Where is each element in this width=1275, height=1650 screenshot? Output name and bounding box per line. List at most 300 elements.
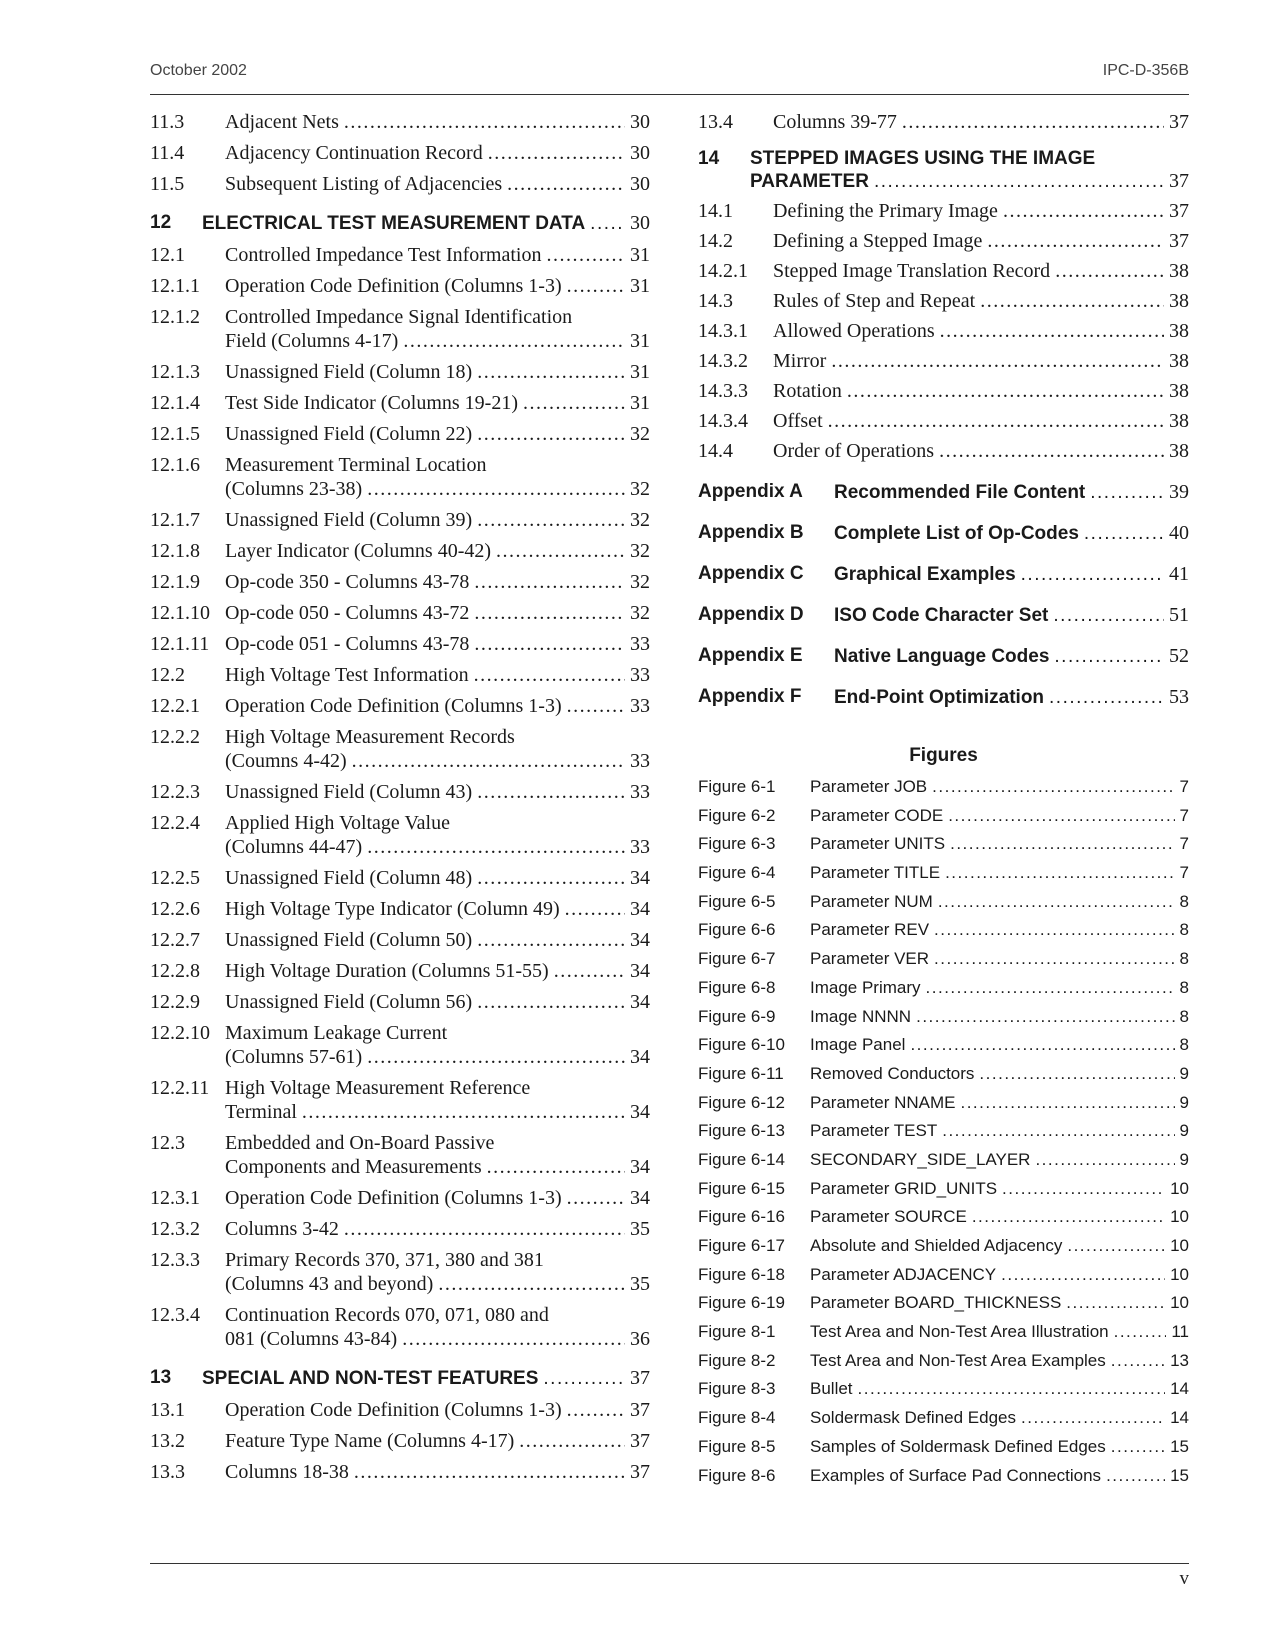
toc-entry-title (225, 866, 650, 890)
toc-page-number: 8 (1179, 977, 1189, 997)
figure-title-text: Parameter CODE (810, 805, 944, 825)
toc-entry[interactable] (150, 243, 650, 267)
toc-page-number: 31 (630, 244, 650, 266)
toc-page-number: 30 (630, 212, 650, 234)
toc-entry-title-line: PARAMETER (750, 171, 869, 192)
toc-entry[interactable] (150, 928, 650, 952)
toc-entry-title-line: Unassigned Field (Column 48) (225, 867, 473, 889)
toc-entry-number: 13.4 (698, 111, 733, 133)
toc-leader-line (225, 1100, 650, 1124)
toc-leader-line (225, 749, 650, 773)
figure-entry[interactable] (698, 1322, 1189, 1342)
dot-leader (567, 694, 625, 718)
figure-title (810, 1093, 1189, 1113)
toc-entry-title (225, 422, 650, 446)
toc-entry-title-line: SPECIAL AND NON-TEST FEATURES (202, 1368, 539, 1389)
toc-entry-number: 12.1.1 (150, 275, 200, 297)
toc-entry-title-line: Embedded and On-Board Passive (225, 1132, 495, 1154)
figure-title-text: Image NNNN (810, 1006, 912, 1026)
toc-entry-number: 12.2.11 (150, 1077, 210, 1099)
toc-entry[interactable] (150, 172, 650, 196)
figure-title (810, 1150, 1189, 1170)
toc-page-number: 33 (630, 695, 650, 717)
toc-page-number: 51 (1169, 604, 1189, 626)
toc-page-number: 33 (630, 664, 650, 686)
figure-title (810, 1007, 1189, 1027)
toc-entry[interactable] (698, 379, 1189, 403)
appendix-title (834, 563, 1189, 586)
toc-leader-line (810, 1007, 1189, 1027)
appendix-title (834, 604, 1189, 627)
dot-leader (987, 229, 1164, 253)
figure-entry[interactable] (698, 1236, 1189, 1256)
toc-page-number: 30 (630, 173, 650, 195)
appendix-entry[interactable] (698, 604, 1189, 627)
toc-entry[interactable] (150, 453, 650, 501)
toc-leader-line (225, 274, 650, 298)
figure-entry[interactable] (698, 1293, 1189, 1313)
figure-title-text: Examples of Surface Pad Connections (810, 1465, 1102, 1485)
dot-leader (945, 863, 1174, 883)
dot-leader (932, 777, 1174, 797)
figure-entry[interactable] (698, 1466, 1189, 1486)
dot-leader (367, 835, 625, 859)
dot-leader (902, 110, 1164, 134)
appendix-entry[interactable] (698, 645, 1189, 668)
toc-entry[interactable] (150, 570, 650, 594)
appendix-title (834, 645, 1189, 668)
figure-number: Figure 6-1 (698, 777, 776, 796)
toc-section-heading[interactable] (698, 148, 1189, 193)
figure-entry[interactable] (698, 1093, 1189, 1113)
toc-entry-title (225, 243, 650, 267)
toc-entry[interactable] (698, 199, 1189, 223)
dot-leader (367, 477, 625, 501)
toc-entry-title-line: Operation Code Definition (Columns 1-3) (225, 695, 562, 717)
figure-entry[interactable] (698, 978, 1189, 998)
toc-entry-title-line: (Coumns 4-42) (225, 750, 347, 772)
toc-entry[interactable] (150, 990, 650, 1014)
toc-entry-title-line: Operation Code Definition (Columns 1-3) (225, 1187, 562, 1209)
toc-entry-title-line: Columns 39-77 (773, 111, 897, 133)
toc-entry[interactable] (150, 866, 650, 890)
toc-entry-title (225, 305, 650, 353)
figure-entry[interactable] (698, 863, 1189, 883)
toc-entry[interactable] (150, 725, 650, 773)
toc-entry-title (773, 289, 1189, 313)
toc-page-number: 36 (630, 1328, 650, 1350)
figure-entry[interactable] (698, 1379, 1189, 1399)
dot-leader (565, 897, 625, 921)
toc-entry-title-line: Order of Operations (773, 440, 935, 462)
figure-title (810, 1265, 1189, 1285)
toc-entry-title-line: High Voltage Type Indicator (Column 49) (225, 898, 560, 920)
toc-entry[interactable] (150, 694, 650, 718)
toc-entry-title-line: Maximum Leakage Current (225, 1022, 448, 1044)
toc-page-number: 9 (1179, 1063, 1189, 1083)
dot-leader (523, 391, 625, 415)
figure-title-text: Parameter NNAME (810, 1092, 956, 1112)
dot-leader (344, 110, 625, 134)
toc-entry[interactable] (150, 1217, 650, 1241)
toc-leader-line (225, 1429, 650, 1453)
toc-entry[interactable] (150, 1131, 650, 1179)
figure-number: Figure 6-16 (698, 1207, 785, 1227)
dot-leader (543, 1368, 625, 1390)
toc-entry-title (225, 601, 650, 625)
toc-page-number: 37 (630, 1430, 650, 1452)
toc-entry-title (750, 148, 1189, 193)
toc-page-number: 35 (630, 1273, 650, 1295)
dot-leader (352, 749, 625, 773)
toc-entry[interactable] (150, 1021, 650, 1069)
figure-number: Figure 8-2 (698, 1350, 776, 1370)
toc-entry-title (773, 439, 1189, 463)
dot-leader (474, 601, 625, 625)
toc-entry[interactable] (150, 1398, 650, 1422)
figure-entry[interactable] (698, 1150, 1189, 1170)
toc-entry[interactable] (150, 959, 650, 983)
toc-page-number: 9 (1179, 1092, 1189, 1112)
toc-leader-line (202, 1367, 650, 1390)
toc-entry[interactable] (698, 229, 1189, 253)
toc-page-number: 31 (630, 330, 650, 352)
figure-title-text: Parameter VER (810, 949, 930, 969)
toc-entry[interactable] (150, 305, 650, 353)
toc-leader-line (773, 110, 1189, 134)
appendix-label: Appendix F (698, 686, 802, 707)
toc-page-number: 14 (1170, 1408, 1189, 1428)
toc-leader-line (773, 289, 1189, 313)
figure-entry[interactable] (698, 777, 1189, 797)
toc-entry[interactable] (150, 1429, 650, 1453)
toc-leader-line (773, 349, 1189, 373)
toc-entry-title (225, 1248, 650, 1296)
appendix-title-text: Complete List of Op-Codes (834, 523, 1079, 544)
toc-entry-number: 12.1.10 (150, 602, 210, 624)
figure-number: Figure 8-4 (698, 1408, 776, 1428)
toc-entry[interactable] (150, 110, 650, 134)
toc-entry[interactable] (150, 141, 650, 165)
toc-leader-line (834, 563, 1189, 586)
dot-leader (477, 928, 625, 952)
toc-page-number: 8 (1179, 1006, 1189, 1026)
toc-leader-line (810, 1351, 1189, 1371)
toc-entry[interactable] (150, 274, 650, 298)
toc-leader-line (225, 391, 650, 415)
toc-entry[interactable] (698, 349, 1189, 373)
toc-page-number: 33 (630, 836, 650, 858)
toc-entry-number: 12.2.3 (150, 781, 200, 803)
toc-entry-title (225, 508, 650, 532)
running-header-date: October 2002 (150, 62, 247, 79)
toc-leader-line (225, 663, 650, 687)
toc-page-number: 30 (630, 111, 650, 133)
toc-entry[interactable] (698, 259, 1189, 283)
toc-leader-line (773, 259, 1189, 283)
figure-title (810, 1379, 1189, 1399)
figure-entry[interactable] (698, 834, 1189, 854)
figure-title (810, 1322, 1189, 1342)
dot-leader (939, 439, 1164, 463)
toc-page-number: 8 (1179, 920, 1189, 940)
toc-leader-line (225, 959, 650, 983)
toc-leader-line (225, 110, 650, 134)
toc-leader-line (773, 229, 1189, 253)
figure-title (810, 978, 1189, 998)
toc-page-number: 10 (1170, 1264, 1189, 1284)
toc-leader-line (810, 1179, 1189, 1199)
figure-entry[interactable] (698, 1035, 1189, 1055)
appendix-entry[interactable] (698, 686, 1189, 709)
toc-page-number: 32 (630, 571, 650, 593)
toc-entry-title-line: Primary Records 370, 371, 380 and 381 (225, 1249, 544, 1271)
toc-leader-line (225, 897, 650, 921)
toc-entry[interactable] (698, 319, 1189, 343)
figure-entry[interactable] (698, 1179, 1189, 1199)
figure-title-text: Parameter TITLE (810, 863, 941, 883)
toc-entry[interactable] (150, 663, 650, 687)
figure-title (810, 1064, 1189, 1084)
toc-entry-title-line: Controlled Impedance Signal Identification (225, 306, 573, 328)
dot-leader (474, 570, 625, 594)
toc-page-number: 38 (1169, 410, 1189, 432)
toc-page-number: 33 (630, 781, 650, 803)
toc-entry-number: 11.4 (150, 142, 185, 164)
toc-page-number: 8 (1179, 949, 1189, 969)
toc-entry-title-line: (Columns 43 and beyond) (225, 1273, 434, 1295)
toc-entry[interactable] (150, 508, 650, 532)
toc-entry-title (225, 539, 650, 563)
toc-page-number: 9 (1179, 1149, 1189, 1169)
dot-leader (477, 422, 625, 446)
dot-leader (938, 892, 1175, 912)
figure-number: Figure 6-8 (698, 977, 776, 997)
toc-entry[interactable] (150, 1076, 650, 1124)
dot-leader (1067, 1236, 1165, 1256)
toc-page-number: 34 (630, 1156, 650, 1178)
toc-entry-title-line: Layer Indicator (Columns 40-42) (225, 540, 492, 562)
dot-leader (828, 409, 1164, 433)
toc-entry-title-line: Unassigned Field (Column 56) (225, 991, 473, 1013)
figure-entry[interactable] (698, 1408, 1189, 1428)
toc-page-number: 39 (1169, 481, 1189, 503)
dot-leader (477, 360, 625, 384)
toc-entry[interactable] (150, 780, 650, 804)
toc-leader-line (225, 1217, 650, 1241)
dot-leader (567, 1186, 625, 1210)
toc-page-number: 7 (1179, 834, 1189, 854)
toc-page-number: 52 (1169, 645, 1189, 667)
toc-leader-line (773, 199, 1189, 223)
figure-entry[interactable] (698, 1351, 1189, 1371)
toc-leader-line (810, 1150, 1189, 1170)
toc-entry[interactable] (150, 422, 650, 446)
toc-entry-title (773, 349, 1189, 373)
figure-entry[interactable] (698, 1007, 1189, 1027)
appendix-title-text: ISO Code Character Set (834, 605, 1049, 626)
figure-entry[interactable] (698, 1265, 1189, 1285)
toc-entry[interactable] (150, 1460, 650, 1484)
toc-entry[interactable] (150, 1303, 650, 1351)
toc-entry[interactable] (698, 289, 1189, 313)
toc-entry-title-line: High Voltage Test Information (225, 664, 469, 686)
toc-entry-number: 14.2.1 (698, 260, 748, 282)
toc-entry[interactable] (150, 539, 650, 563)
figure-entry[interactable] (698, 892, 1189, 912)
toc-entry-title-line: Components and Measurements (225, 1156, 482, 1178)
toc-entry-number: 12.3.1 (150, 1187, 200, 1209)
figure-title (810, 949, 1189, 969)
figure-entry[interactable] (698, 1064, 1189, 1084)
toc-entry-number: 12.3.2 (150, 1218, 200, 1240)
figure-entry[interactable] (698, 920, 1189, 940)
toc-entry-number: 12.2.4 (150, 812, 200, 834)
dot-leader (496, 539, 625, 563)
figure-title (810, 1466, 1189, 1486)
appendix-entry[interactable] (698, 563, 1189, 586)
appendix-entry[interactable] (698, 522, 1189, 545)
toc-entry[interactable] (150, 632, 650, 656)
toc-entry-number: 11.5 (150, 173, 185, 195)
toc-page-number: 34 (630, 960, 650, 982)
toc-leader-line (225, 172, 650, 196)
dot-leader (1002, 1179, 1165, 1199)
toc-entry-title-line: Op-code 050 - Columns 43-72 (225, 602, 470, 624)
toc-entry-title (225, 1398, 650, 1422)
toc-leader-line (810, 920, 1189, 940)
toc-entry-title-line: Unassigned Field (Column 50) (225, 929, 473, 951)
appendix-label: Appendix C (698, 563, 804, 584)
toc-entry-number: 13.1 (150, 1399, 185, 1421)
toc-page-number: 35 (630, 1218, 650, 1240)
toc-page-number: 8 (1179, 891, 1189, 911)
figure-entry[interactable] (698, 949, 1189, 969)
toc-page-number: 32 (630, 478, 650, 500)
toc-entry-number: 12.1 (150, 244, 185, 266)
toc-entry[interactable] (150, 1248, 650, 1296)
toc-entry-title-line: Unassigned Field (Column 43) (225, 781, 473, 803)
dot-leader (487, 1155, 625, 1179)
figure-entry[interactable] (698, 1207, 1189, 1227)
toc-page-number: 38 (1169, 380, 1189, 402)
toc-entry-number: 12.3.3 (150, 1249, 200, 1271)
toc-entry[interactable] (150, 1186, 650, 1210)
dot-leader (1001, 1265, 1165, 1285)
toc-leader-line (225, 243, 650, 267)
dot-leader (1084, 523, 1164, 545)
toc-entry-title (773, 319, 1189, 343)
toc-entry-number: 12.1.11 (150, 633, 210, 655)
toc-leader-line (773, 439, 1189, 463)
dot-leader (477, 990, 625, 1014)
dot-leader (302, 1100, 625, 1124)
figure-entry[interactable] (698, 1437, 1189, 1457)
toc-page-number: 32 (630, 423, 650, 445)
toc-entry-title (225, 141, 650, 165)
toc-entry-title (773, 229, 1189, 253)
toc-entry-title (225, 990, 650, 1014)
toc-leader-line (810, 892, 1189, 912)
toc-entry-title (225, 1076, 650, 1124)
toc-entry-title (225, 725, 650, 773)
toc-entry[interactable] (698, 439, 1189, 463)
dot-leader (1003, 199, 1164, 223)
toc-entry-title-line: 081 (Columns 43-84) (225, 1328, 398, 1350)
toc-page-number: 11 (1171, 1322, 1189, 1342)
figure-number: Figure 8-5 (698, 1436, 776, 1456)
toc-entry-number: 13 (150, 1367, 172, 1388)
toc-entry-title-line: Unassigned Field (Column 18) (225, 361, 473, 383)
dot-leader (1090, 482, 1164, 504)
toc-entry-title-line: ELECTRICAL TEST MEASUREMENT DATA (202, 213, 586, 234)
figure-entry[interactable] (698, 806, 1189, 826)
figure-entry[interactable] (698, 1121, 1189, 1141)
toc-entry-number: 14 (698, 148, 720, 169)
toc-section-heading[interactable] (150, 1367, 650, 1390)
toc-page-number: 34 (630, 867, 650, 889)
toc-entry-number: 13.3 (150, 1461, 185, 1483)
toc-entry[interactable] (698, 409, 1189, 433)
toc-entry-number: 12.3.4 (150, 1304, 200, 1326)
toc-leader-line (810, 1379, 1189, 1399)
toc-entry[interactable] (150, 391, 650, 415)
dot-leader (567, 274, 625, 298)
toc-leader-line (225, 1272, 650, 1296)
toc-entry-title-line: Terminal (225, 1101, 297, 1123)
dot-leader (1049, 687, 1164, 709)
toc-entry-title (225, 110, 650, 134)
toc-entry-title (202, 212, 650, 235)
toc-leader-line (225, 632, 650, 656)
toc-page-number: 40 (1169, 522, 1189, 544)
toc-entry-number: 14.3.1 (698, 320, 748, 342)
toc-entry[interactable] (150, 601, 650, 625)
toc-page-number: 7 (1179, 777, 1189, 796)
figure-number: Figure 6-6 (698, 920, 776, 940)
dot-leader (847, 379, 1164, 403)
figure-title-text: Parameter REV (810, 920, 930, 940)
toc-entry-title-line: Stepped Image Translation Record (773, 260, 1051, 282)
toc-entry[interactable] (150, 360, 650, 384)
toc-section-heading[interactable] (150, 212, 650, 235)
figure-number: Figure 6-11 (698, 1063, 784, 1083)
figure-title (810, 892, 1189, 912)
toc-entry-title-line: Controlled Impedance Test Information (225, 244, 542, 266)
toc-entry[interactable] (150, 811, 650, 859)
toc-page-number: 13 (1170, 1350, 1189, 1370)
toc-leader-line (834, 604, 1189, 627)
toc-entry-number: 12.1.3 (150, 361, 200, 383)
toc-entry[interactable] (698, 110, 1189, 134)
toc-page-number: 37 (630, 1399, 650, 1421)
toc-entry-title (225, 928, 650, 952)
toc-leader-line (225, 990, 650, 1014)
figure-number: Figure 6-4 (698, 863, 776, 883)
figure-title (810, 1408, 1189, 1428)
toc-entry-number: 12.2.1 (150, 695, 200, 717)
toc-entry-number: 12.2.5 (150, 867, 200, 889)
dot-leader (519, 1429, 625, 1453)
toc-leader-line (810, 949, 1189, 969)
toc-entry-number: 14.3.4 (698, 410, 748, 432)
appendix-entry[interactable] (698, 481, 1189, 504)
figure-title-text: Parameter GRID_UNITS (810, 1178, 998, 1198)
toc-leader-line (810, 1408, 1189, 1428)
dot-leader (554, 959, 625, 983)
dot-leader (477, 780, 625, 804)
toc-entry[interactable] (150, 897, 650, 921)
